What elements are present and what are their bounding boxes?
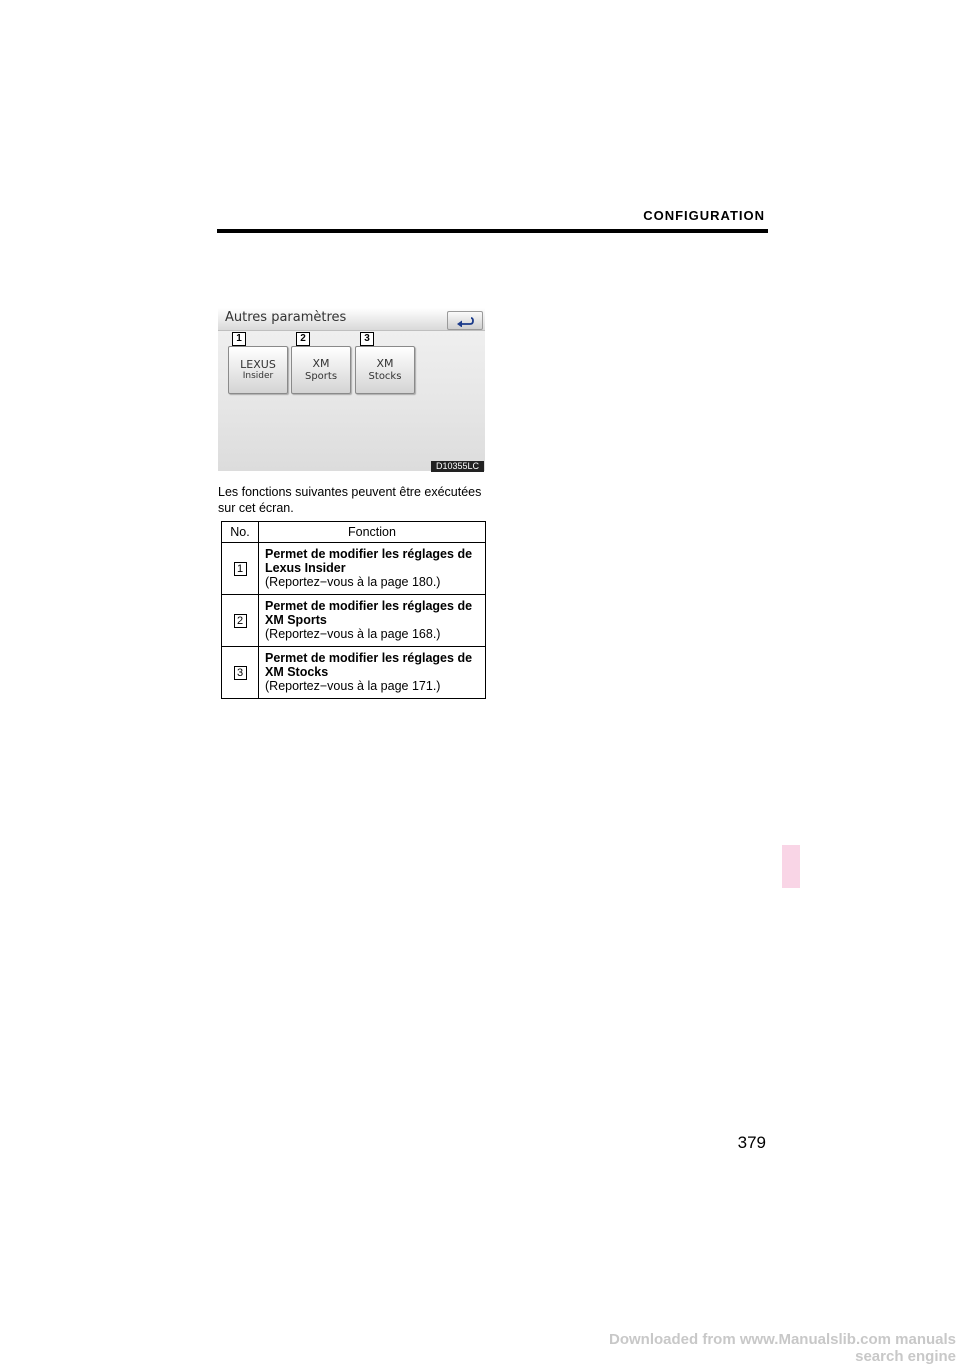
lexus-insider-button[interactable] (228, 346, 288, 394)
header-rule (217, 229, 768, 233)
xm-stocks-button[interactable] (355, 346, 415, 394)
figure-code: D10355LC (431, 461, 484, 472)
header-no: No. (222, 522, 259, 543)
button-label-line2: Sports (304, 370, 338, 382)
button-label-line2: Insider (242, 371, 274, 382)
row-title-line2: Lexus Insider (265, 561, 346, 575)
back-arrow-icon (455, 315, 475, 327)
row-title-line2: XM Sports (265, 613, 327, 627)
row-number-cell (222, 595, 259, 647)
row-title-line1: Permet de modifier les réglages de (265, 651, 473, 665)
row-number: 3 (234, 666, 247, 680)
row-number: 1 (234, 562, 247, 576)
screen-title: Autres paramètres (225, 310, 347, 325)
button-label-line1: XM (376, 356, 394, 370)
callout-2: 2 (296, 332, 310, 346)
row-reference: (Reportez−vous à la page 168.) (265, 627, 441, 641)
callout-3: 3 (360, 332, 374, 346)
function-table (221, 521, 486, 699)
button-label-line1: XM (312, 356, 330, 370)
footer-watermark: Downloaded from www.Manualslib.com manuals search engine (609, 1331, 956, 1365)
row-reference: (Reportez−vous à la page 180.) (265, 575, 441, 589)
screen-figure (218, 308, 485, 471)
row-number-cell (222, 647, 259, 699)
screen-titlebar (218, 308, 485, 331)
back-button[interactable] (447, 311, 483, 330)
page-number: 379 (737, 1133, 766, 1152)
section-title: CONFIGURATION (643, 208, 765, 223)
table-row (222, 543, 486, 595)
row-title-line1: Permet de modifier les réglages de (265, 599, 473, 613)
button-label-line1: LEXUS (240, 357, 276, 371)
intro-text: Les fonctions suivantes peuvent être exécutées sur cet écran. (218, 485, 482, 515)
row-number-cell (222, 543, 259, 595)
row-description (259, 595, 486, 647)
row-reference: (Reportez−vous à la page 171.) (265, 679, 441, 693)
table-row (222, 595, 486, 647)
row-description (259, 543, 486, 595)
row-title-line2: XM Stocks (265, 665, 329, 679)
row-number: 2 (234, 614, 247, 628)
table-header-row (222, 522, 486, 543)
button-label-line2: Stocks (368, 370, 402, 382)
table-row (222, 647, 486, 699)
section-tab-marker (782, 845, 800, 888)
callout-1: 1 (232, 332, 246, 346)
header-function: Fonction (259, 522, 486, 543)
xm-sports-button[interactable] (291, 346, 351, 394)
row-description (259, 647, 486, 699)
row-title-line1: Permet de modifier les réglages de (265, 547, 473, 561)
